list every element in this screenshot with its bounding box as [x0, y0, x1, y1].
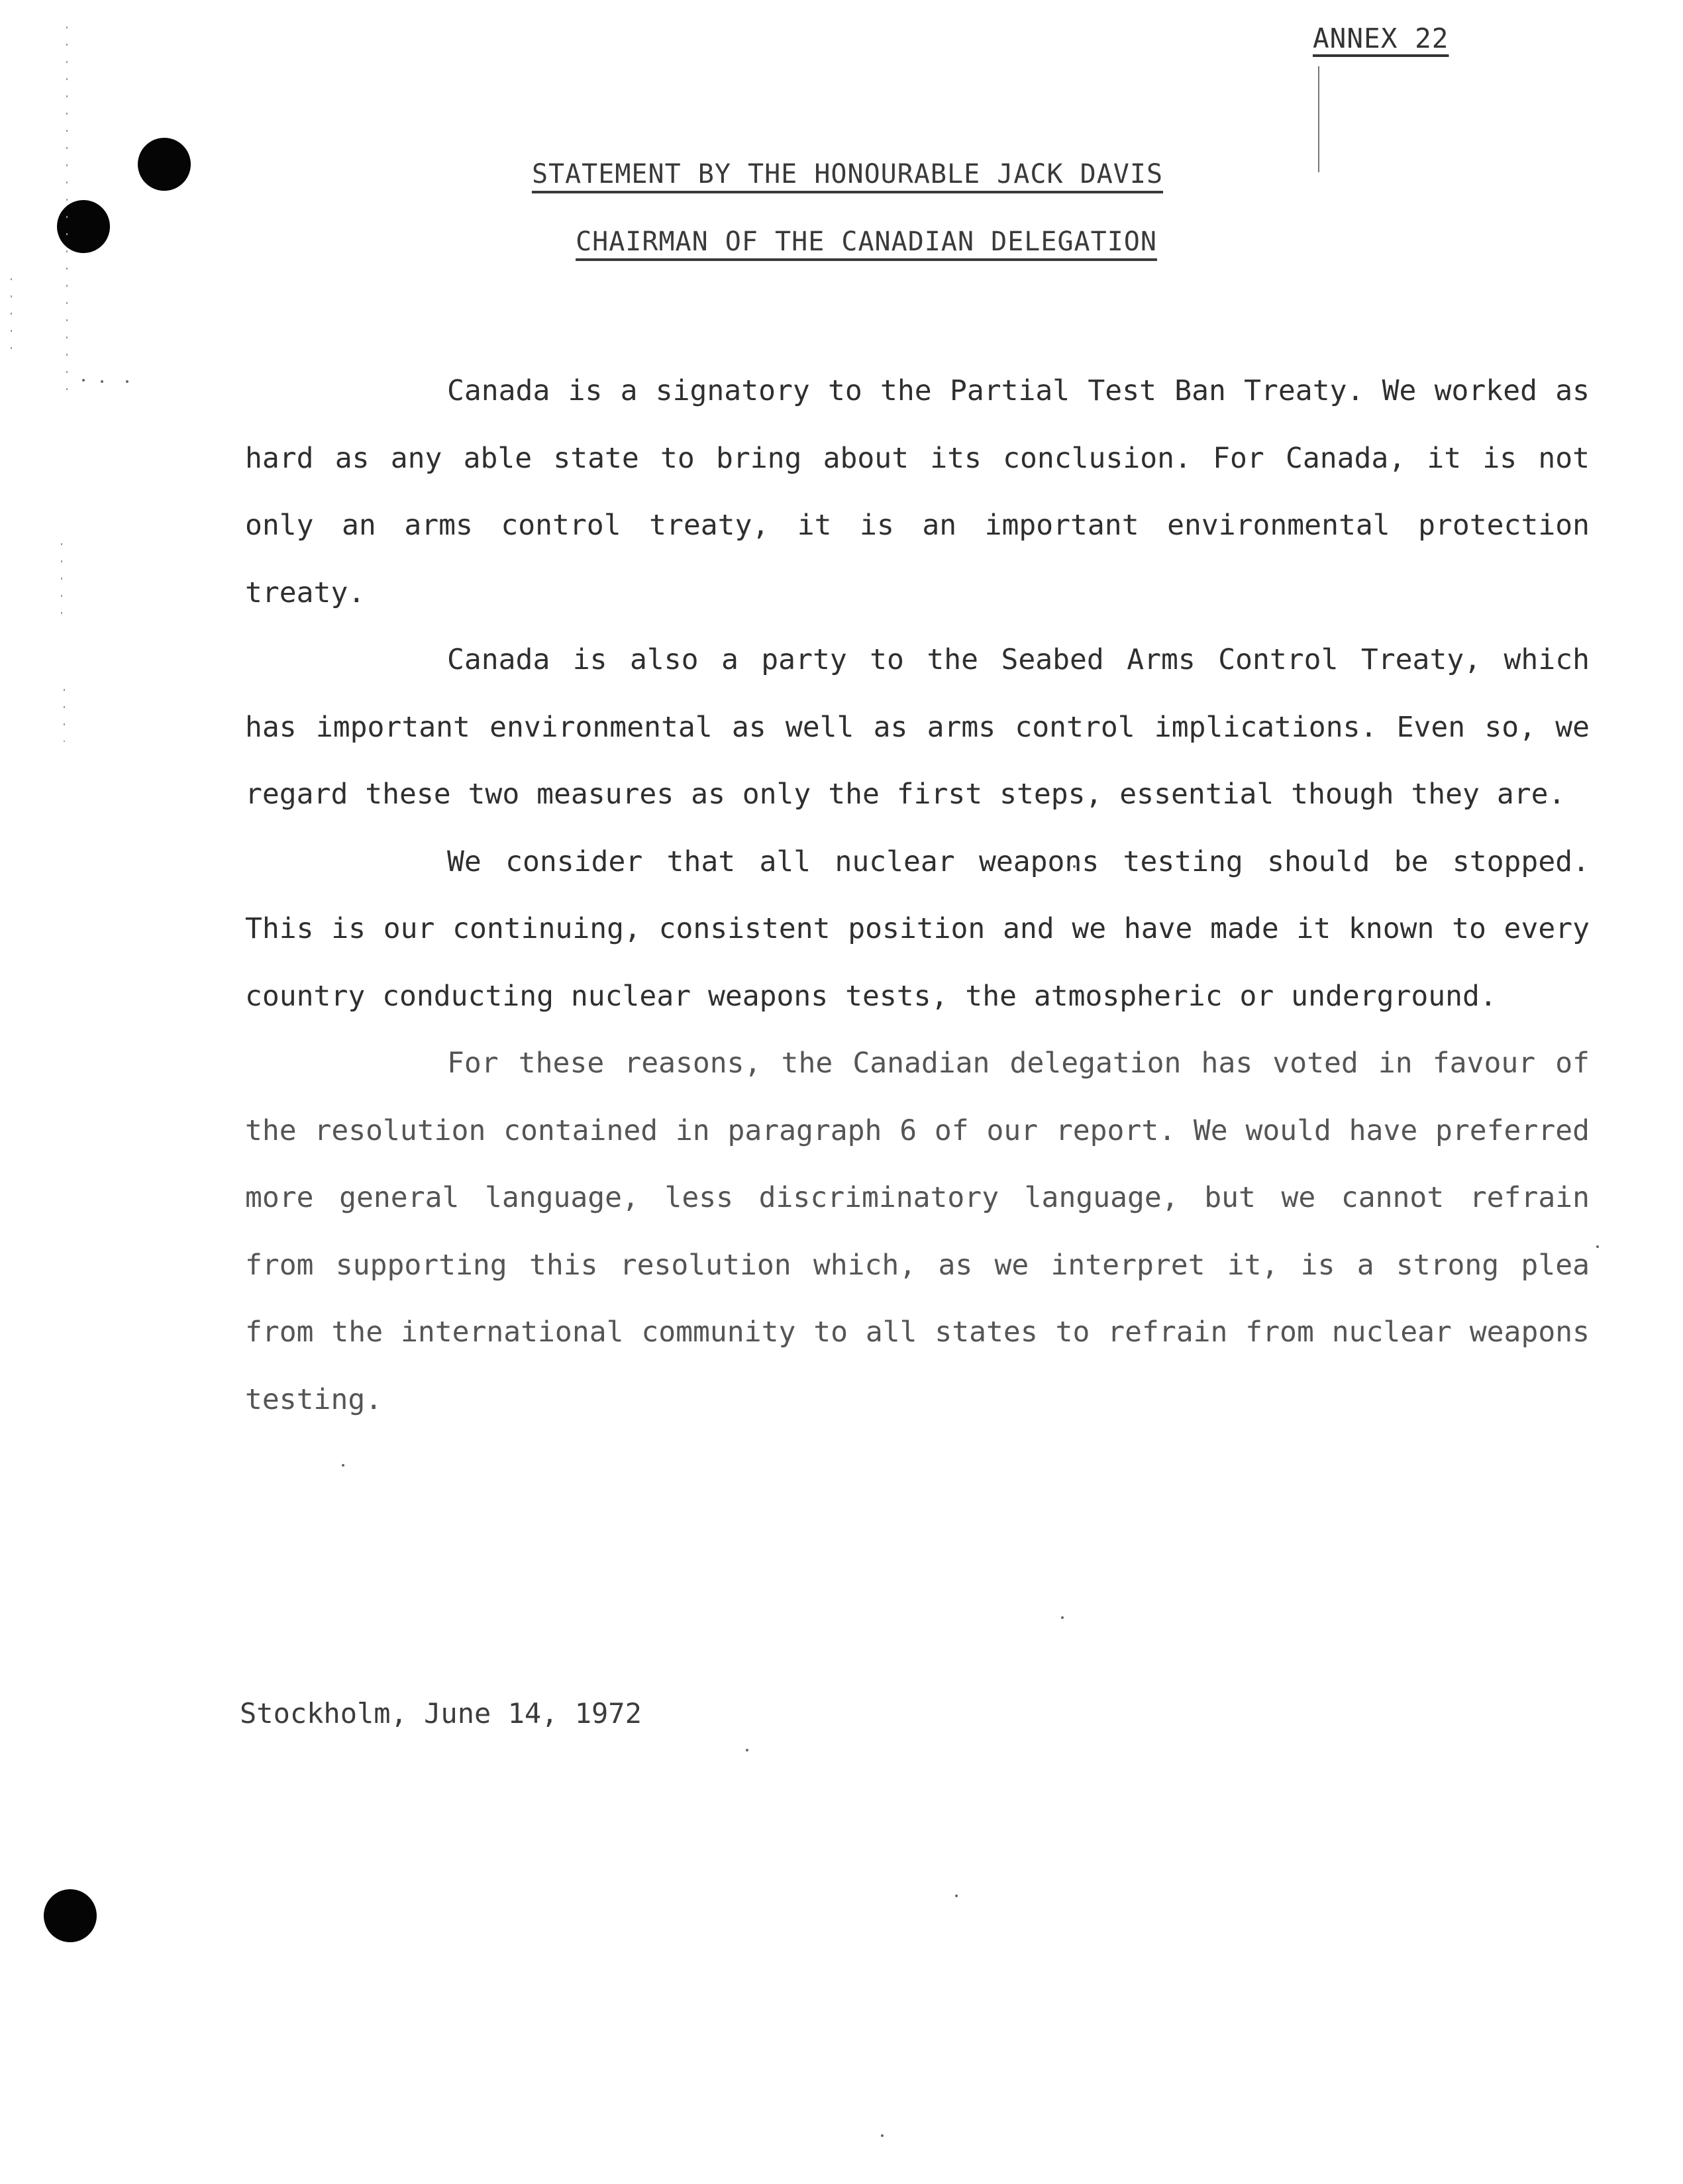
statement-subheading: CHAIRMAN OF THE CANADIAN DELEGATION: [576, 227, 1157, 257]
paragraph: We consider that all nuclear weapons testing should be stopped. This is our continuing, consistent position and we have made it known to every country conducting nuclear weapons tests, the atmospheric or underground.: [245, 845, 1590, 1013]
margin-artifact: [66, 26, 68, 397]
place-and-date: Stockholm, June 14, 1972: [240, 1697, 642, 1730]
scan-speck: [746, 1749, 748, 1751]
statement-heading: STATEMENT BY THE HONOURABLE JACK DAVIS: [531, 159, 1164, 189]
margin-artifact: [64, 689, 65, 742]
scan-speck: [881, 2134, 884, 2137]
scan-speck: [1596, 1245, 1599, 1248]
punch-hole-bottom: [44, 1889, 97, 1942]
annex-margin-line: [1318, 66, 1319, 172]
scan-speck: [126, 380, 128, 383]
scan-speck: [955, 1895, 958, 1897]
paragraph: Canada is also a party to the Seabed Arms Control Treaty, which has important environmental as well as arms control implications. Even so, we regard these two measures as only the first steps, essential though they are.: [245, 643, 1590, 811]
scan-speck: [101, 380, 103, 383]
annex-label: ANNEX 22: [1313, 23, 1449, 54]
margin-artifact: [11, 278, 12, 358]
scan-speck: [342, 1464, 344, 1467]
scan-speck: [1061, 1616, 1064, 1619]
scan-speck: [82, 379, 85, 382]
paragraph: Canada is a signatory to the Partial Test Ban Treaty. We worked as hard as any able state to bring about its conclusion. For Canada, it is not only an arms control treaty, it is an important environmental protection treaty.: [245, 374, 1590, 609]
margin-artifact: [61, 543, 62, 623]
statement-body: [245, 358, 1590, 1433]
paragraph: For these reasons, the Canadian delegation has voted in favour of the resolution contained in paragraph 6 of our report. We would have preferred more general language, less discriminatory language, but we cannot refrain from supporting this resolution which, as we interpret it, is a strong plea from the international community to all states to refrain from nuclear weapons testing.: [245, 1047, 1590, 1416]
